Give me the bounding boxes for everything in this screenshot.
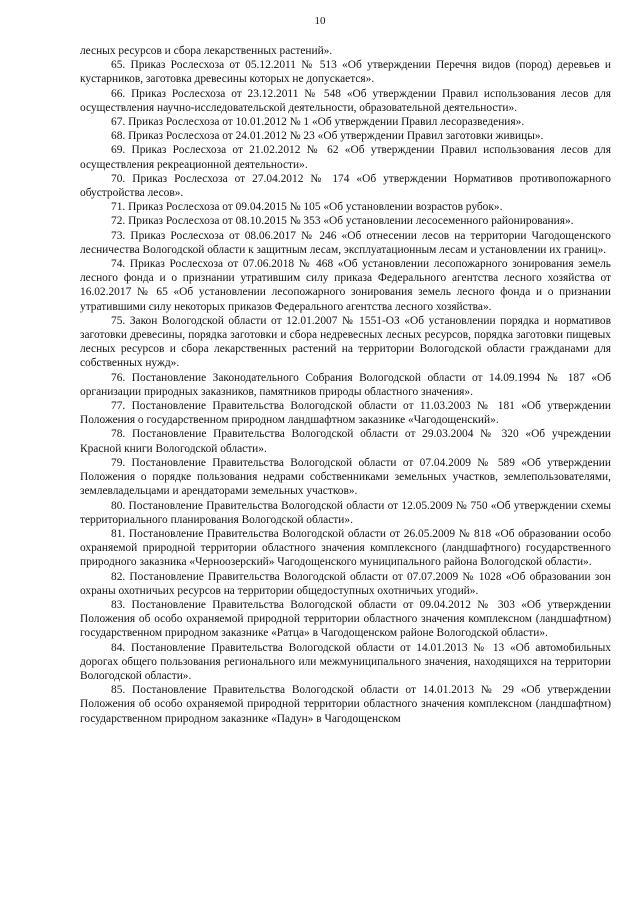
list-item: 76. Постановление Законодательного Собрания Вологодской области от 14.09.1994 № 187 «Об организации природных заказников, памятников природы областного значения». xyxy=(80,371,611,398)
list-item: лесных ресурсов и сбора лекарственных растений». xyxy=(80,45,333,57)
list-item: 69. Приказ Рослесхоза от 21.02.2012 № 62 «Об утверждении Правил использования лесов для осуществления рекреационной деятельности». xyxy=(80,144,611,171)
list-item: 66. Приказ Рослесхоза от 23.12.2011 № 548 «Об утверждении Правил использования лесов для осуществления научно-исследовательской деятельности, образовательной деятельности». xyxy=(80,87,611,114)
list-item: 77. Постановление Правительства Вологодской области от 11.03.2003 № 181 «Об утверждении Положения о государственном природном ландшафтном заказнике «Чагодощенский». xyxy=(80,400,611,427)
list-item: 84. Постановление Правительства Вологодской области от 14.01.2013 № 13 «Об автомобильных дорогах общего пользования регионального или межмуниципального значения, находящихся на территории Вологодской области». xyxy=(80,641,611,682)
list-item: 75. Закон Вологодской области от 12.01.2007 № 1551-ОЗ «Об установлении порядка и нормативов заготовки древесины, порядка заготовки и сбора недревесных лесных ресурсов, порядка заготовки пищевых лесных ресурсов и сбора лекарственных растений на территории Вологодской области гражданами для собственных нужд». xyxy=(80,314,611,370)
list-item: 78. Постановление Правительства Вологодской области от 29.03.2004 № 320 «Об учреждении Красной книги Вологодской области». xyxy=(80,428,611,455)
list-item: 80. Постановление Правительства Вологодской области от 12.05.2009 № 750 «Об утверждении схемы территориального планирования Вологодской области». xyxy=(80,499,611,526)
list-item: 65. Приказ Рослесхоза от 05.12.2011 № 513 «Об утверждении Перечня видов (пород) деревьев и кустарников, заготовка древесины которых не допускается». xyxy=(80,59,611,86)
list-item: 74. Приказ Рослесхоза от 07.06.2018 № 468 «Об установлении лесопожарного зонирования земель лесного фонда и о признании утратившим силу приказа Федерального агентства лесного хозяйства от 16.02.2017 № 65 «Об установлении лесопожарного зонирования земель лесного фонда и о признании утратившими силу некоторых приказов Федерального агентства лесного хозяйства». xyxy=(80,258,611,313)
list-item: 67. Приказ Рослесхоза от 10.01.2012 № 1 «Об утверждении Правил лесоразведения». xyxy=(111,116,525,129)
list-item: 71. Приказ Рослесхоза от 09.04.2015 № 105 «Об установлении возрастов рубок». xyxy=(111,201,503,214)
list-item: 83. Постановление Правительства Вологодской области от 09.04.2012 № 303 «Об утверждении Положения об особо охраняемой природной территории областного значения комплексном (ландшафтном) государственном природном заказнике «Ратца» в Чагодощенском районе Вологодской области». xyxy=(80,598,611,640)
regulation-list xyxy=(80,44,611,726)
list-item: 70. Приказ Рослесхоза от 27.04.2012 № 174 «Об утверждении Нормативов противопожарного обустройства лесов». xyxy=(80,172,611,200)
list-item: 72. Приказ Рослесхоза от 08.10.2015 № 353 «Об установлении лесосеменного районирования». xyxy=(111,215,574,228)
list-item: 68. Приказ Рослесхоза от 24.01.2012 № 23 «Об утверждении Правил заготовки живицы». xyxy=(111,130,544,143)
list-item: 73. Приказ Рослесхоза от 08.06.2017 № 246 «Об отнесении лесов на территории Чагодощенского лесничества Вологодской области к защитным лесам, эксплуатационным лесам и установлении их границ». xyxy=(80,229,611,256)
list-item: 81. Постановление Правительства Вологодской области от 26.05.2009 № 818 «Об образовании особо охраняемой природной территории областного значения комплексного (ландшафтного) государственного природного заказника «Черноозерский» Чагодощенского муниципального района Вологодской области». xyxy=(80,527,611,569)
list-item: 82. Постановление Правительства Вологодской области от 07.07.2009 № 1028 «Об образовании зон охраны охотничьих ресурсов на территории общедоступных охотничьих угодий». xyxy=(80,570,611,597)
list-item: 79. Постановление Правительства Вологодской области от 07.04.2009 № 589 «Об утверждении Положения о порядке пользования недрами собственниками земельных участков, землепользователями, землевладельцами и арендаторами земельных участков». xyxy=(80,456,611,498)
list-item: 85. Постановление Правительства Вологодской области от 14.01.2013 № 29 «Об утверждении Положения об особо охраняемой природной территории областного значения комплексном (ландшафтном) государственном природном заказнике «Падун» в Чагодощенском xyxy=(80,684,611,725)
page-number: 10 xyxy=(314,15,326,27)
